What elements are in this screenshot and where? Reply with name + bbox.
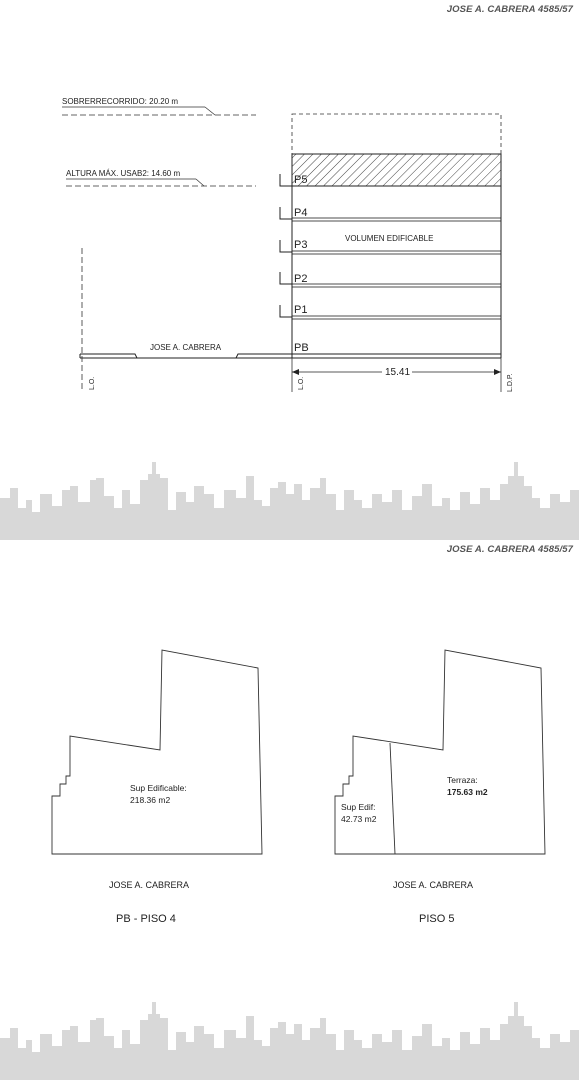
plan-caption: PISO 5 (419, 913, 455, 925)
lo-left-label: L.O. (89, 376, 96, 390)
floor-label-pb: PB (294, 342, 309, 354)
sobrerrecorrido-label: SOBRERRECORRIDO: 20.20 m (62, 97, 179, 106)
sub-area-value: 42.73 m2 (341, 814, 377, 824)
floor-label-p4: P4 (294, 207, 308, 219)
floor-label-p5: P5 (294, 174, 308, 186)
floor-label-p1: P1 (294, 304, 308, 316)
page-header: JOSE A. CABRERA 4585/57 (446, 4, 573, 15)
sobrerrecorrido-leader (205, 107, 215, 115)
volume-label: VOLUMEN EDIFICABLE (345, 234, 434, 243)
ground-line (80, 354, 501, 358)
plan-piso5 (335, 650, 545, 925)
slab-p4 (292, 218, 501, 221)
dimension-arrow-left (292, 369, 299, 375)
plan-pb-piso4 (52, 650, 262, 925)
plot-outline (52, 650, 262, 854)
terrace-hatched-volume (292, 154, 501, 186)
area-value: 218.36 m2 (130, 795, 171, 805)
lo-right-label: L.O. (298, 376, 305, 390)
page-floor-plans (0, 540, 579, 1080)
floor-label-p2: P2 (294, 273, 308, 285)
facade-marks (280, 174, 292, 317)
area-title: Sup Edificable: (130, 783, 187, 793)
setback-line (390, 743, 395, 854)
altura-max-label: ALTURA MÁX. USAB2: 14.60 m (66, 169, 181, 178)
terrace-title: Terraza: (447, 775, 478, 785)
dimension-arrow-right (494, 369, 501, 375)
skyline-decoration (0, 990, 579, 1080)
terrace-value: 175.63 m2 (447, 787, 488, 797)
sobrerrecorrido-envelope (292, 114, 501, 154)
skyline-decoration (0, 450, 579, 540)
plan-caption: PB - PISO 4 (116, 913, 176, 925)
plan-street-label: JOSE A. CABRERA (109, 880, 190, 890)
sub-area-title: Sup Edif: (341, 802, 376, 812)
floor-label-p3: P3 (294, 239, 308, 251)
page-header: JOSE A. CABRERA 4585/57 (446, 544, 573, 555)
slab-p3 (292, 251, 501, 254)
slab-p1 (292, 316, 501, 319)
street-label: JOSE A. CABRERA (150, 343, 222, 352)
slab-p2 (292, 284, 501, 287)
plan-street-label: JOSE A. CABRERA (393, 880, 474, 890)
dimension-value: 15.41 (385, 367, 411, 378)
ldp-label: L.D.P. (507, 373, 514, 392)
altura-leader (196, 179, 204, 186)
